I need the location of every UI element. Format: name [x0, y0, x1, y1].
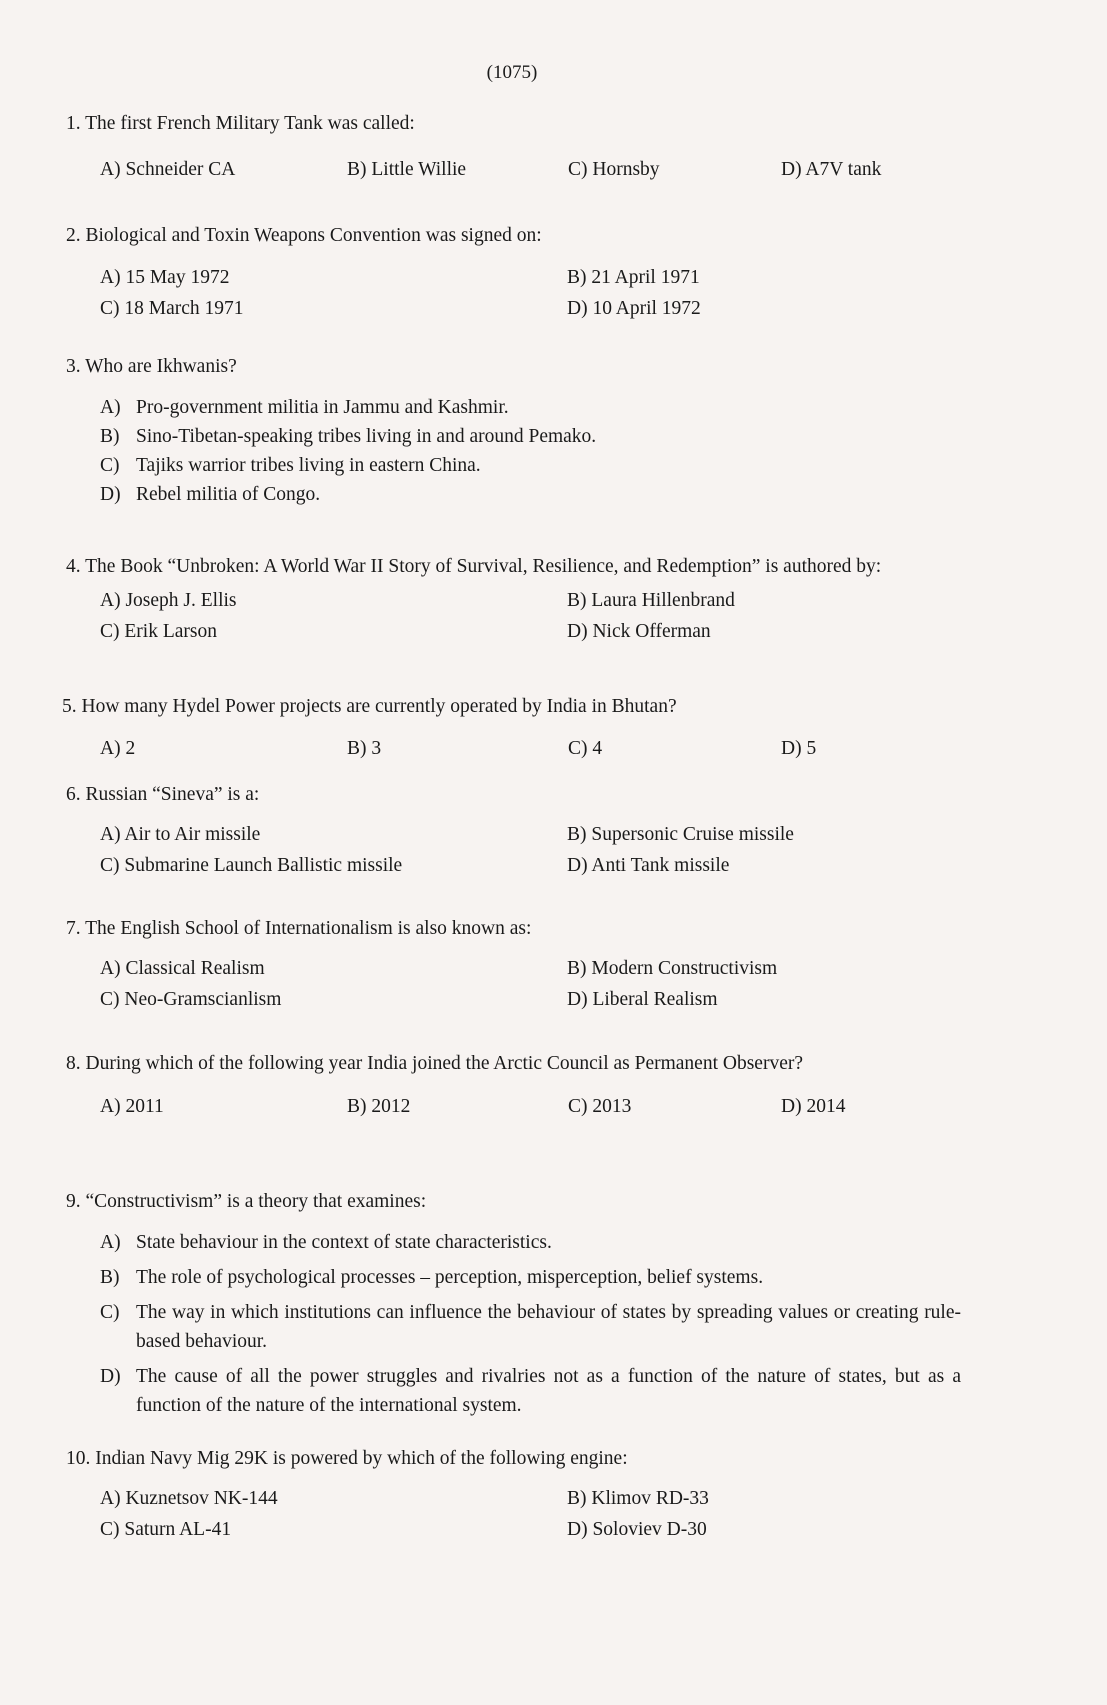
question-stem: 6. Russian “Sineva” is a: [66, 784, 260, 805]
option-label: D) [100, 1366, 121, 1387]
option-a: A) 2 [100, 738, 136, 759]
question-3 [66, 355, 966, 512]
option-a: A) Air to Air missile [100, 824, 261, 845]
option-a: A) 2011 [100, 1096, 164, 1117]
option-c: C) 4 [568, 738, 603, 759]
option-a [100, 1228, 961, 1257]
option-label: B) [100, 426, 120, 447]
option-b [100, 1263, 961, 1292]
option-b: B) Klimov RD-33 [567, 1488, 709, 1509]
question-stem: 10. Indian Navy Mig 29K is powered by which of the following engine: [66, 1448, 628, 1469]
option-d: D) 10 April 1972 [567, 298, 701, 319]
option-text: State behaviour in the context of state characteristics. [136, 1232, 552, 1253]
question-stem: 5. How many Hydel Power projects are currently operated by India in Bhutan? [62, 696, 677, 717]
option-d [100, 1362, 961, 1420]
option-b: B) Supersonic Cruise missile [567, 824, 794, 845]
question-5 [62, 695, 962, 761]
option-d [100, 483, 966, 507]
option-c [100, 454, 966, 478]
option-d: D) Anti Tank missile [567, 855, 730, 876]
option-label: C) [100, 1302, 120, 1323]
option-a: A) Joseph J. Ellis [100, 590, 237, 611]
option-c: C) Hornsby [568, 159, 660, 180]
option-a: A) Kuznetsov NK-144 [100, 1488, 278, 1509]
question-8 [66, 1049, 961, 1119]
option-a [100, 396, 966, 420]
option-c: C) Neo-Gramscianlism [100, 989, 282, 1010]
option-c: C) 18 March 1971 [100, 298, 244, 319]
option-b: B) Modern Constructivism [567, 958, 778, 979]
question-7 [66, 917, 966, 1019]
option-text: The role of psychological processes – perception, misperception, belief systems. [136, 1267, 764, 1288]
option-label: B) [100, 1267, 120, 1288]
question-stem: 3. Who are Ikhwanis? [66, 356, 237, 377]
option-c [100, 1298, 961, 1356]
option-text: Pro-government militia in Jammu and Kashmir. [136, 397, 509, 418]
option-b: B) Little Willie [347, 159, 467, 180]
option-b [100, 425, 966, 449]
option-label: A) [100, 397, 121, 418]
option-c: C) Submarine Launch Ballistic missile [100, 855, 403, 876]
question-stem: 8. During which of the following year India joined the Arctic Council as Permanent Observer? [66, 1053, 804, 1074]
option-text: Rebel militia of Congo. [136, 484, 321, 505]
question-6 [66, 783, 966, 885]
option-a: A) Schneider CA [100, 159, 236, 180]
option-b: B) 3 [347, 738, 382, 759]
question-stem: 4. The Book “Unbroken: A World War II Story of Survival, Resilience, and Redemption” is authored by: [66, 556, 882, 577]
option-b: B) 21 April 1971 [567, 267, 700, 288]
question-stem: 7. The English School of Internationalism is also known as: [66, 918, 532, 939]
question-stem: 9. “Constructivism” is a theory that examines: [66, 1191, 427, 1212]
question-stem: 1. The first French Military Tank was called: [66, 113, 415, 134]
option-label: D) [100, 484, 121, 505]
option-text: Sino-Tibetan-speaking tribes living in and around Pemako. [136, 426, 597, 447]
option-d: D) 2014 [781, 1096, 846, 1117]
option-label: C) [100, 455, 120, 476]
option-d: D) 5 [781, 738, 817, 759]
option-d: D) A7V tank [781, 159, 882, 180]
option-c: C) Erik Larson [100, 621, 217, 642]
option-b: B) 2012 [347, 1096, 411, 1117]
option-d: D) Liberal Realism [567, 989, 718, 1010]
option-c: C) 2013 [568, 1096, 632, 1117]
option-a: A) Classical Realism [100, 958, 265, 979]
page-code: (1075) [486, 62, 538, 83]
question-10 [66, 1447, 966, 1549]
option-a: A) 15 May 1972 [100, 267, 230, 288]
option-c: C) Saturn AL-41 [100, 1519, 232, 1540]
question-2 [66, 224, 966, 328]
option-text: Tajiks warrior tribes living in eastern China. [136, 455, 481, 476]
question-9 [66, 1190, 961, 1426]
option-b: B) Laura Hillenbrand [567, 590, 735, 611]
option-text: The cause of all the power struggles and rivalries not as a function of the nature of states, but as a function of the nature of the international system. [136, 1366, 961, 1416]
question-4 [66, 552, 961, 651]
option-d: D) Nick Offerman [567, 621, 711, 642]
option-text: The way in which institutions can influence the behaviour of states by spreading values or creating rule-based behaviour. [136, 1302, 961, 1352]
question-1 [66, 112, 966, 182]
option-d: D) Soloviev D-30 [567, 1519, 707, 1540]
question-stem: 2. Biological and Toxin Weapons Convention was signed on: [66, 225, 542, 246]
option-label: A) [100, 1232, 121, 1253]
